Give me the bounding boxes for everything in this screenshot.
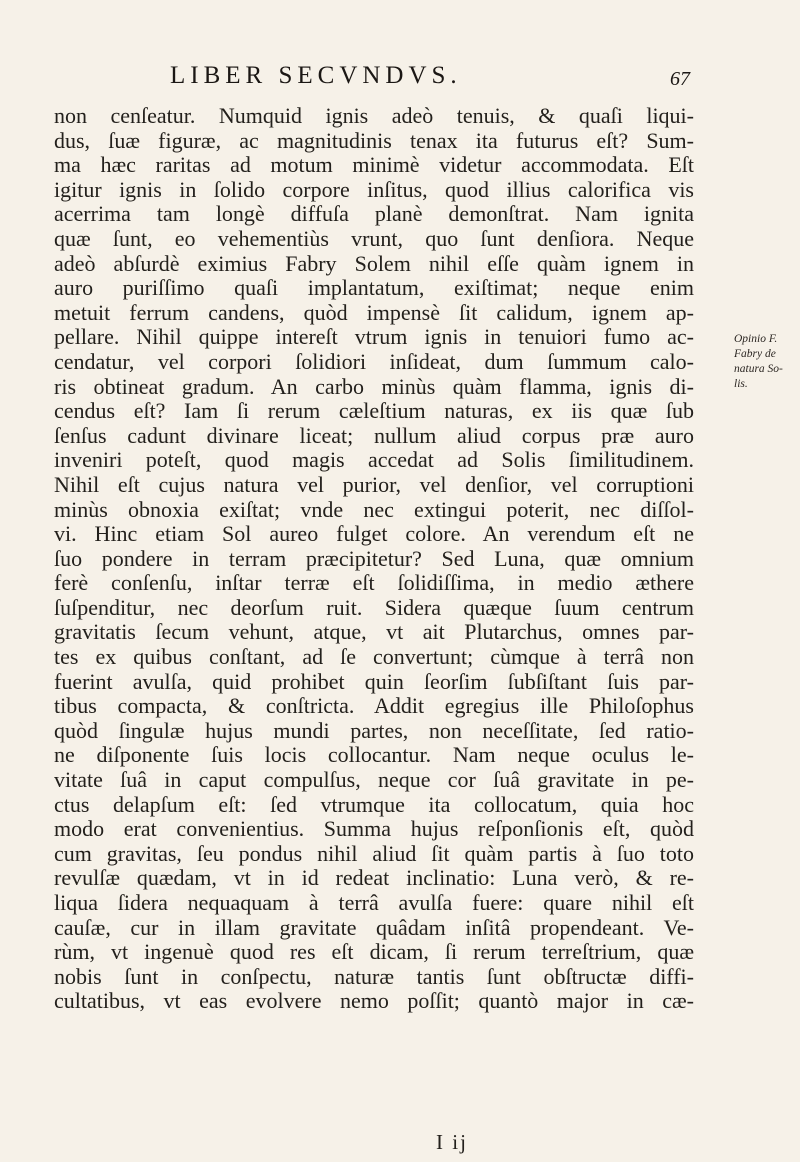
- text-line: ne diſponente ſuis locis collocantur. Nam neque oculus le-: [54, 743, 694, 768]
- text-line: adeò abſurdè eximius Fabry Solem nihil eſſe quàm ignem in: [54, 251, 694, 276]
- margin-note: [734, 332, 800, 392]
- text-line: pellare. Nihil quippe intereſt vtrum ignis in tenuiori fumo ac-: [54, 325, 694, 350]
- text-line: cendatur, vel corpori ſolidiori inſideat, dum ſummum calo-: [54, 349, 694, 374]
- text-line: inveniri poteſt, quod magis accedat ad Solis ſimilitudinem.: [54, 448, 694, 473]
- text-line: quòd ſingulæ hujus mundi partes, non neceſſitate, ſed ratio-: [54, 718, 694, 743]
- signature-mark: I ij: [436, 1130, 468, 1154]
- text-line: ferè conſenſu, inſtar terræ eſt ſolidiſſima, in medio æthere: [54, 571, 694, 596]
- text-line: acerrima tam longè diffuſa planè demonſtrat. Nam ignita: [54, 202, 694, 227]
- text-line: quæ ſunt, eo vehementiùs vrunt, quo ſunt denſiora. Neque: [54, 226, 694, 251]
- page-header: [150, 62, 690, 92]
- text-line: metuit ferrum candens, quòd impensè ſit calidum, ignem ap-: [54, 300, 694, 325]
- text-line: ma hæc raritas ad motum minimè videtur accommodata. Eſt: [54, 153, 694, 178]
- text-line: dus, ſuæ figuræ, ac magnitudinis tenax ita futurus eſt? Sum-: [54, 128, 694, 153]
- text-line: ctus delapſum eſt: ſed vtrumque ita collocatum, quia hoc: [54, 792, 694, 817]
- text-line: modo erat convenientius. Summa hujus reſponſionis eſt, quòd: [54, 817, 694, 842]
- text-line: igitur ignis in ſolido corpore inſitus, quod illius calorifica vis: [54, 177, 694, 202]
- text-line: tibus compacta, & conſtricta. Addit egregius ille Philoſophus: [54, 694, 694, 719]
- text-line: ſenſus cadunt divinare liceat; nullum aliud corpus præ auro: [54, 423, 694, 448]
- margin-note-line: natura So-: [734, 363, 783, 375]
- text-line: ſuſpenditur, nec deorſum ruit. Sidera quæque ſuum centrum: [54, 595, 694, 620]
- text-line: rùm, vt ingenuè quod res eſt dicam, ſi rerum terreſtrium, quæ: [54, 940, 694, 965]
- text-line: vi. Hinc etiam Sol aureo fulget colore. An verendum eſt ne: [54, 522, 694, 547]
- margin-note-line: Fabry de: [734, 348, 776, 360]
- text-line: cultatibus, vt eas evolvere nemo poſſit; quantò major in cæ-: [54, 989, 694, 1014]
- text-line: nobis ſunt in conſpectu, naturæ tantis ſunt obſtructæ diffi-: [54, 964, 694, 989]
- text-line: cauſæ, cur in illam gravitate quâdam inſitâ propendeant. Ve-: [54, 915, 694, 940]
- text-line: fuerint avulſa, quid prohibet quin ſeorſim ſubſiſtant ſuis par-: [54, 669, 694, 694]
- text-line: ſuo pondere in terram præcipitetur? Sed Luna, quæ omnium: [54, 546, 694, 571]
- text-line: non cenſeatur. Numquid ignis adeò tenuis, & quaſi liqui-: [54, 104, 694, 128]
- text-line: minùs obnoxia exiſtat; vnde nec extingui poterit, nec diſſol-: [54, 497, 694, 522]
- running-head: LIBER SECVNDVS.: [170, 62, 462, 89]
- text-line: tes ex quibus conſtant, ad ſe convertunt; cùmque à terrâ non: [54, 645, 694, 670]
- text-line: cum gravitas, ſeu pondus nihil aliud ſit quàm partis à ſuo toto: [54, 841, 694, 866]
- page-number: 67: [670, 68, 690, 90]
- text-line: liqua ſidera nequaquam à terrâ avulſa fuere: quare nihil eſt: [54, 891, 694, 915]
- text-line: gravitatis ſecum vehunt, atque, vt ait Plutarchus, omnes par-: [54, 620, 694, 645]
- margin-note-line: lis.: [734, 378, 748, 390]
- text-line: ris obtineat gradum. An carbo minùs quàm flamma, ignis di-: [54, 374, 694, 399]
- text-line: vitate ſuâ in caput compulſus, neque cor ſuâ gravitate in pe-: [54, 768, 694, 793]
- text-line: Nihil eſt cujus natura vel purior, vel denſior, vel corruptioni: [54, 472, 694, 497]
- body-text: [54, 104, 694, 1014]
- text-line: cendus eſt? Iam ſi rerum cæleſtium naturas, ex iis quæ ſub: [54, 399, 694, 424]
- text-line: revulſæ quædam, vt in id redeat inclinatio: Luna verò, & re-: [54, 866, 694, 891]
- margin-note-line: Opinio F.: [734, 333, 778, 345]
- text-line: auro puriſſimo quaſi implantatum, exiſtimat; neque enim: [54, 276, 694, 301]
